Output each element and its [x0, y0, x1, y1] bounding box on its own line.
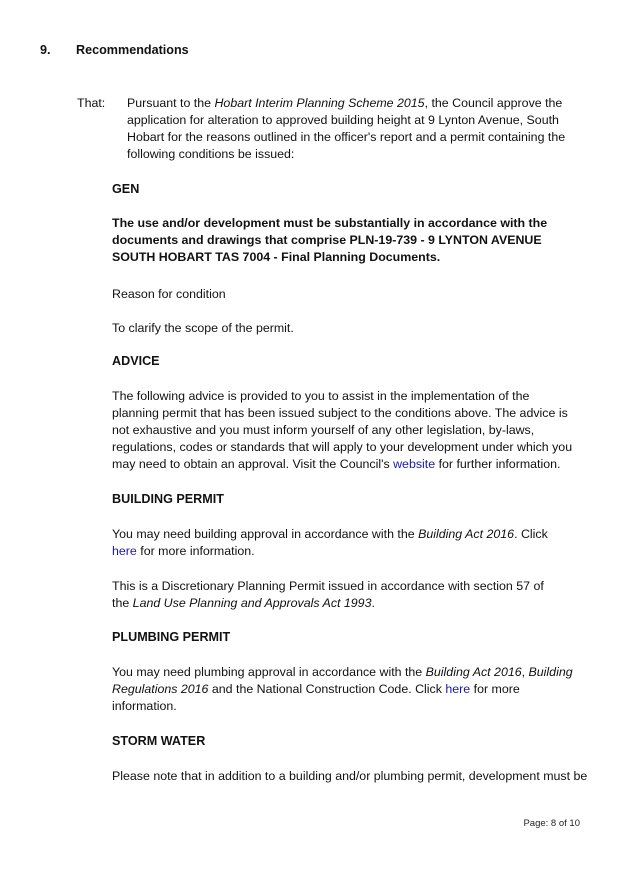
building-permit-heading: BUILDING PERMIT [112, 492, 224, 506]
building-text-2: . Click [514, 527, 548, 541]
plumbing-act-2: Building Regulations 2016 [112, 665, 573, 696]
building-permit-paragraph [112, 526, 552, 560]
intro-paragraph [127, 95, 575, 163]
plumbing-text-2: and the National Construction Code. Click [208, 682, 446, 696]
advice-heading: ADVICE [112, 354, 160, 368]
section-title: Recommendations [76, 43, 189, 57]
plumbing-permit-heading: PLUMBING PERMIT [112, 630, 231, 644]
that-label: That: [77, 96, 106, 110]
page-number: Page: 8 of 10 [523, 818, 580, 829]
website-link[interactable]: website [393, 457, 436, 471]
discretionary-text-2: . [371, 596, 375, 610]
plumbing-act-1: Building Act 2016 [425, 665, 522, 679]
plumbing-text-3: for more information. [112, 682, 520, 713]
gen-heading: GEN [112, 182, 140, 196]
section-number: 9. [40, 43, 51, 57]
plumbing-text-1: You may need plumbing approval in accordance with the [112, 665, 426, 679]
building-here-link[interactable]: here [112, 544, 137, 558]
advice-paragraph [112, 388, 575, 473]
discretionary-paragraph [112, 578, 552, 612]
building-text-3: for more information. [136, 544, 255, 558]
reason-label: Reason for condition [112, 287, 226, 301]
plumbing-separator: , [521, 665, 529, 679]
reason-text: To clarify the scope of the permit. [112, 321, 294, 335]
building-text-1: You may need building approval in accordance with the [112, 527, 419, 541]
storm-water-text: Please note that in addition to a building and/or plumbing permit, development must be [112, 769, 588, 783]
storm-water-heading: STORM WATER [112, 734, 206, 748]
plumbing-permit-paragraph [112, 664, 574, 715]
gen-condition: The use and/or development must be substantially in accordance with the documents and drawings that comprise PLN-19-739 - 9 LYNTON AVENUE SOUTH HOBART TAS 7004 - Final Planning Documents. [112, 216, 548, 264]
plumbing-here-link[interactable]: here [445, 682, 471, 696]
advice-text-2: for further information. [435, 457, 561, 471]
intro-text-1: Pursuant to the [127, 96, 215, 110]
building-act-name: Building Act 2016 [418, 527, 515, 541]
advice-text-1: The following advice is provided to you to assist in the implementation of the planning permit that has been issued subject to the conditions above. The advice is not exhaustive and you must inform yourself of any other legislation, by-laws, regulations, codes or standards that will apply to your development under which you may need to obtain an approval. Visit the Council's [112, 389, 573, 471]
planning-scheme-name: Hobart Interim Planning Scheme 2015 [214, 96, 425, 110]
intro-text-2: , the Council approve the application for alteration to approved building height at 9 Lynton Avenue, South Hobart for the reasons outlined in the officer's report and a permit containing the following conditions be issued: [127, 96, 566, 161]
land-use-act-name: Land Use Planning and Approvals Act 1993 [132, 596, 372, 610]
discretionary-text-1: This is a Discretionary Planning Permit issued in accordance with section 57 of the [112, 579, 544, 610]
